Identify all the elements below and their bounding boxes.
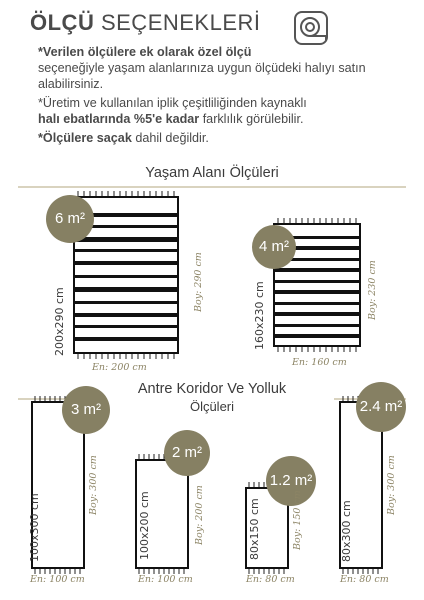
length-label-150: Boy: 150 cm bbox=[292, 490, 303, 550]
width-label-160: En: 160 cm bbox=[292, 357, 347, 368]
note2-end: farklılık görülebilir. bbox=[202, 112, 304, 126]
note1-rest: seçeneğiyle yaşam alanlarınıza uygun ölçüdeki halıyı satın alabilirsiniz. bbox=[38, 61, 366, 91]
length-label-300b: Boy: 300 cm bbox=[386, 455, 397, 515]
living-divider bbox=[18, 186, 406, 188]
width-label-80b: En: 80 cm bbox=[340, 574, 389, 585]
area-badge-4: 4 m² bbox=[252, 225, 296, 269]
note1-bold: *Verilen ölçülere ek olarak özel ölçü bbox=[38, 45, 252, 59]
note-tolerance bbox=[38, 95, 408, 127]
width-label-80a: En: 80 cm bbox=[246, 574, 295, 585]
runner-title-line2: Ölçüleri bbox=[189, 399, 235, 414]
area-badge-3: 3 m² bbox=[62, 386, 110, 434]
note3-bold: *Ölçülere saçak bbox=[38, 131, 132, 145]
title-rest: SEÇENEKLERİ bbox=[100, 10, 261, 35]
page-title bbox=[30, 10, 261, 36]
note3-rest: dahil değildir. bbox=[135, 131, 209, 145]
area-badge-6: 6 m² bbox=[46, 195, 94, 243]
note-fringe bbox=[38, 130, 408, 146]
length-label-230: Boy: 230 cm bbox=[367, 260, 378, 320]
size-label-80x150: 80x150 cm bbox=[248, 498, 261, 560]
size-label-100x200: 100x200 cm bbox=[138, 491, 151, 560]
title-bold: ÖLÇÜ bbox=[30, 10, 95, 35]
note-custom-size bbox=[38, 44, 408, 92]
size-label-100x300: 100x300 cm bbox=[28, 493, 41, 562]
runner-title-line1: Antre Koridor Ve Yolluk bbox=[137, 381, 287, 397]
width-label-100b: En: 100 cm bbox=[138, 574, 193, 585]
note2-start: *Üretim ve kullanılan iplik çeşitliliğinden kaynaklı bbox=[38, 96, 307, 110]
area-badge-2-4: 2.4 m² bbox=[356, 382, 406, 432]
length-label-200: Boy: 200 cm bbox=[194, 485, 205, 545]
living-title-b: Ölçüleri bbox=[229, 165, 279, 181]
tape-measure-icon bbox=[293, 10, 329, 46]
note2-bold: halı ebatlarında %5'e kadar bbox=[38, 112, 200, 126]
living-section-title bbox=[80, 165, 344, 181]
length-label-290: Boy: 290 cm bbox=[193, 252, 204, 312]
area-badge-1-2: 1.2 m² bbox=[266, 456, 316, 506]
living-title-a: Yaşam Alanı bbox=[145, 165, 226, 181]
width-label-100a: En: 100 cm bbox=[30, 574, 85, 585]
area-badge-2: 2 m² bbox=[164, 430, 210, 476]
notes bbox=[38, 44, 408, 149]
size-label-200x290: 200x290 cm bbox=[53, 287, 66, 356]
size-label-160x230: 160x230 cm bbox=[253, 281, 266, 350]
size-label-80x300: 80x300 cm bbox=[340, 500, 353, 562]
width-label-200: En: 200 cm bbox=[92, 362, 147, 373]
length-label-300a: Boy: 300 cm bbox=[88, 455, 99, 515]
runner-section-title bbox=[90, 381, 334, 414]
